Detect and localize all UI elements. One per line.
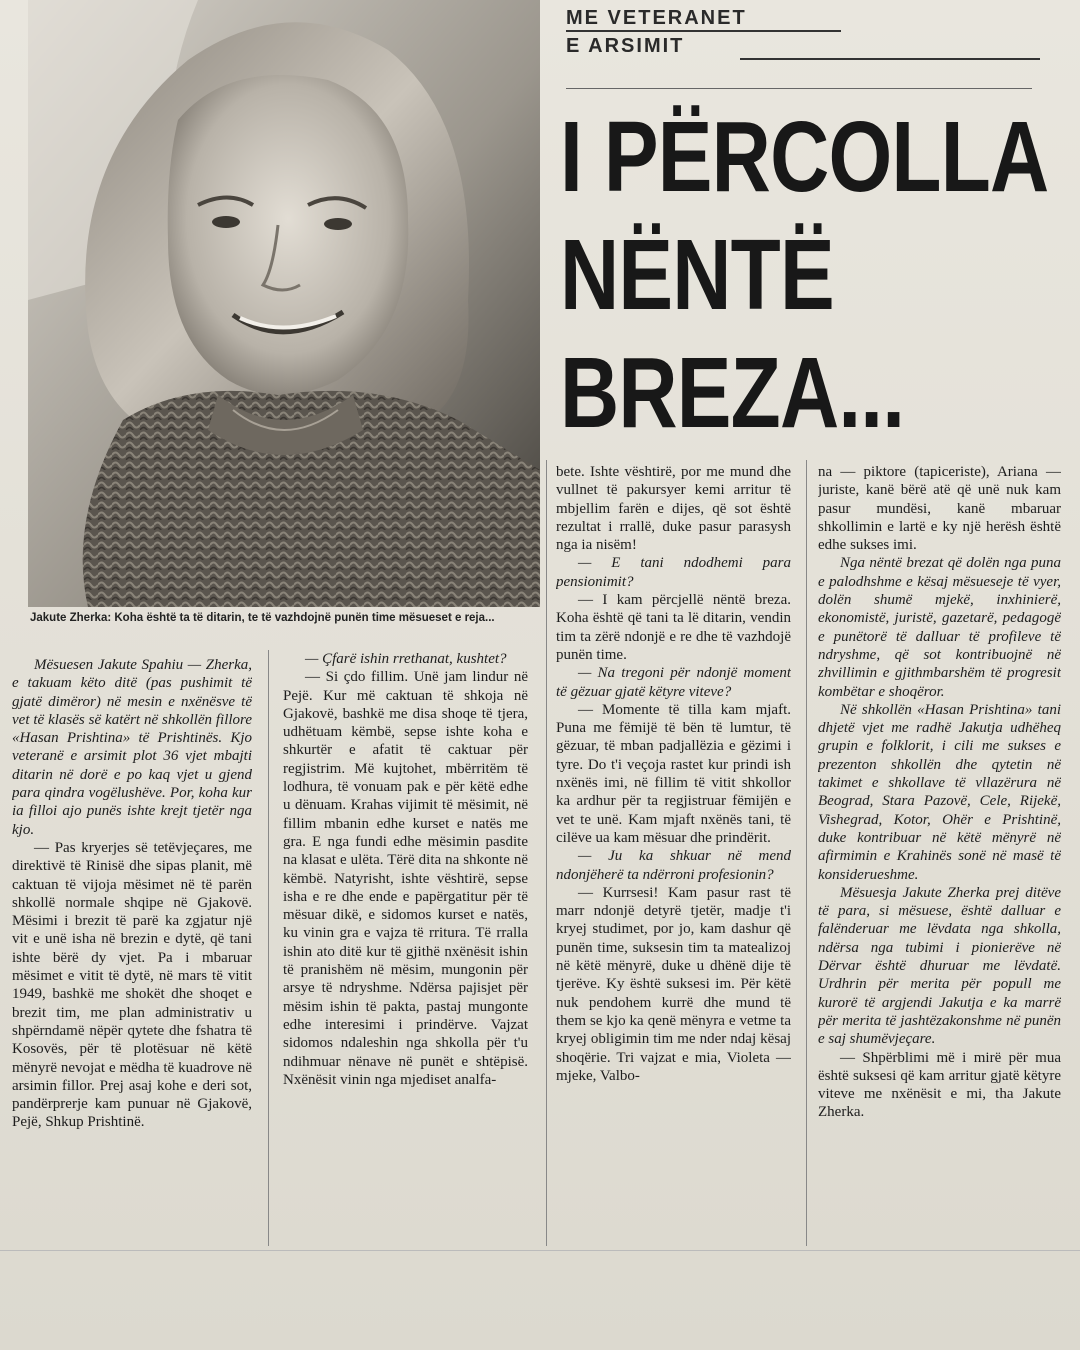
paragraph: Nga nëntë brezat që dolën nga puna e palodhshme e kësaj mësueseje të vyer, dolën shumë mjekë, inxhinierë, ekonomistë, juristë, gazetarë, pedagogë e punëtorë të dalluar të profileve të ndryshme, që sot kontribuojnë në zhvillimin e gjithmbarshëm të progresit kombëtar e shoqëror. (818, 555, 1061, 700)
paragraph: na — piktore (tapiceriste), Ariana — juriste, kanë bërë atë që unë nuk kam pasur mundësi, kanë mbaruar shkollimin e lartë e ky një herësh është edhe sukses imi. (818, 464, 1061, 554)
paragraph: bete. Ishte vështirë, por me mund dhe vullnet të pakursyer kemi arritur të mbjellim farën e dijes, që sot është rezultat i rrallë, duke pasur parasysh nga ia nisëm! (556, 464, 791, 554)
article-headline (560, 98, 1048, 452)
paragraph: — Pas kryerjes së tetëvjeçares, me direktivë të Rinisë dhe sipas planit, më caktuan të vijoja mësimet në të parën shkollë normale shqipe në Gjakovë. Mësimi i brezit të parë ka zgjatur një vit e unë isha në brezin e dytë, që tani ishte bërë dy vjet. Pa i mbaruar mësimet e vitit të dytë, në mars të vitit 1949, bashkë me shokët dhe shoqet e brezit tim, me plan administrativ u shpërndamë nëpër qytete dhe fshatra të Kosovës, për të plotësuar në këtë mënyrë nevojat e mëdha të kuadrove në arsimin fillor. Prej asaj kohe e deri sot, pandërprerje kam punuar në Gjakovë, Pejë, Shkup Prishtinë. (12, 839, 252, 1131)
rubric-line-2: E ARSIMIT (566, 35, 685, 57)
rubric-rule (566, 30, 841, 32)
column-divider (806, 460, 807, 1246)
portrait-illustration (28, 0, 540, 607)
text-column-2 (283, 650, 528, 1246)
page-fold (0, 1250, 1080, 1251)
paragraph: — I kam përcjellë nëntë breza. Koha është që tani ta lë ditarin, vendin tim ta zërë ndonjë e re dhe të vazhdojë punën time. (556, 592, 791, 663)
paragraph: — E tani ndodhemi para pensionimit? (556, 555, 791, 590)
rubric-rule (740, 58, 1040, 60)
paragraph: — Na tregoni për ndonjë moment të gëzuar gjatë këtyre viteve? (556, 665, 791, 700)
text-column-3 (556, 463, 791, 1243)
paragraph: — Kurrsesi! Kam pasur rast të marr ndonjë detyrë tjetër, madje t'i kryej studimet, por jo, kam dashur që punën time, suksesin tim ta matealizoj në këtë mënyrë, duke u dhënë dije të tjerëve. Ky është suksesi im. Për këtë nuk pendohem kurrë dhe mund të them se kjo ka qenë mënyra e vetme ta kryej obligimin tim me nder ndaj kësaj shoqërie. Tri vajzat e mia, Violeta — mjeke, Valbo- (556, 884, 791, 1084)
rubric-line-1: ME VETERANET (566, 7, 747, 29)
headline-line-1: I PËRCOLLA (560, 101, 1049, 213)
rubric-rule (566, 88, 1032, 89)
photo-caption: Jakute Zherka: Koha është ta të ditarin, te të vazhdojnë punën time mësueset e reja... (30, 612, 495, 624)
text-column-4 (818, 463, 1061, 1243)
paragraph: — Momente të tilla kam mjaft. Puna me fëmijë të bën të lumtur, të gëzuar, të mban padjallëzia e gëzimi i tyre. Do t'i veçoja rastet kur prindi ish nxënës imi, në fillim të vitit shkollor ka ardhur për ta regjistruar fëmijën e vet te unë. Kam mjaft nxënës tani, të cilëve ua kam mësuar dhe prindërit. (556, 701, 791, 846)
portrait-photo (28, 0, 540, 607)
text-column-1 (12, 656, 252, 1246)
paragraph: — Shpërblimi më i mirë për mua është suksesi që kam arritur gjatë këtyre viteve me nxënësit e mi, tha Jakute Zherka. (818, 1049, 1061, 1121)
headline-line-2: NËNTË (560, 219, 834, 331)
paragraph: Mësuesja Jakute Zherka prej ditëve të para, si mësuese, është dalluar e falënderuar me lëvdata nga shkolla, ndërsa nga tubimi i pionierëve në Dërvar është dhuruar me lëvdatë. Urdhrin për merita për popull me kurorë të argjendi Jakutja e ka marrë për merita të jashtëzakonshme në punën e saj shumëvjeçare. (818, 884, 1061, 1048)
column-divider (268, 650, 269, 1246)
column-divider (546, 460, 547, 1246)
paragraph: — Si çdo fillim. Unë jam lindur në Pejë. Kur më caktuan të shkoja në Gjakovë, bashkë me disa shoqe të tjera, udhëtuam këmbë, sepse ishte koha e shkurtër e afatit të caktuar për regjistrim. Më kujtohet, mbërritëm të lodhura, të vonuam pak e për këtë edhe u dënuam. Krahas vijimit të mësimit, në fillim mbanin edhe kurset e natës me gra. E nga fundi edhe mësimin pasdite na klasat e ulëta. Tërë dita na shkonte në këmbë. Natyrisht, ishte vështirë, sepse isha e re dhe ende e papërgatitur për të mësuar dikë, e sidomos kurset e natës, ku vinin gra e vajza të rritura. Të rralla ishin ato ditë kur të gjithë nxënësit ishin të pranishëm në mësim, mungonin për arsye të ndryshme. Ndërsa pajisjet për mësim ishin të pakta, pastaj mungonte edhe interesimi i prindërve. Vajzat sidomos ndaleshin nga shkolla për t'u ndihmuar nënave në punët e shtëpisë. Nxënësit vinin nga mjediset analfa- (283, 669, 528, 1088)
headline-line-3: BREZA... (560, 337, 905, 449)
paragraph: Mësuesen Jakute Spahiu — Zherka, e takuam këto ditë (pas pushimit të gjatë dimëror) në mesin e nxënësve të vet të klasës së katërt në shkollën fillore «Hasan Prishtina» të Prishtinës. Kjo veteranë e arsimit plot 36 vjet mbajti ditarin në dorë e po kaq vjet u gjend para qindra vogëlushëve. Por, koha kur ia filloi ajo punës ishte krejt tjetër nga kjo. (12, 657, 252, 838)
paragraph: — Ju ka shkuar në mend ndonjëherë ta ndërroni profesionin? (556, 848, 791, 883)
paragraph: — Çfarë ishin rrethanat, kushtet? (305, 651, 507, 667)
paragraph: Në shkollën «Hasan Prishtina» tani dhjetë vjet me radhë Jakutja udhëheq grupin e folklorit, i cili me sukses e prezenton shkollën dhe qytetin në takimet e shkollave të vllazërura në Beograd, Stara Pazovë, Cele, Rijekë, Vishegrad, Kotor, Ohër e Prishtinë, duke kontribuar në këtë mënyrë në afirmimin e Krahinës sonë në masë të konsiderueshme. (818, 701, 1061, 883)
section-rubric (566, 4, 747, 60)
